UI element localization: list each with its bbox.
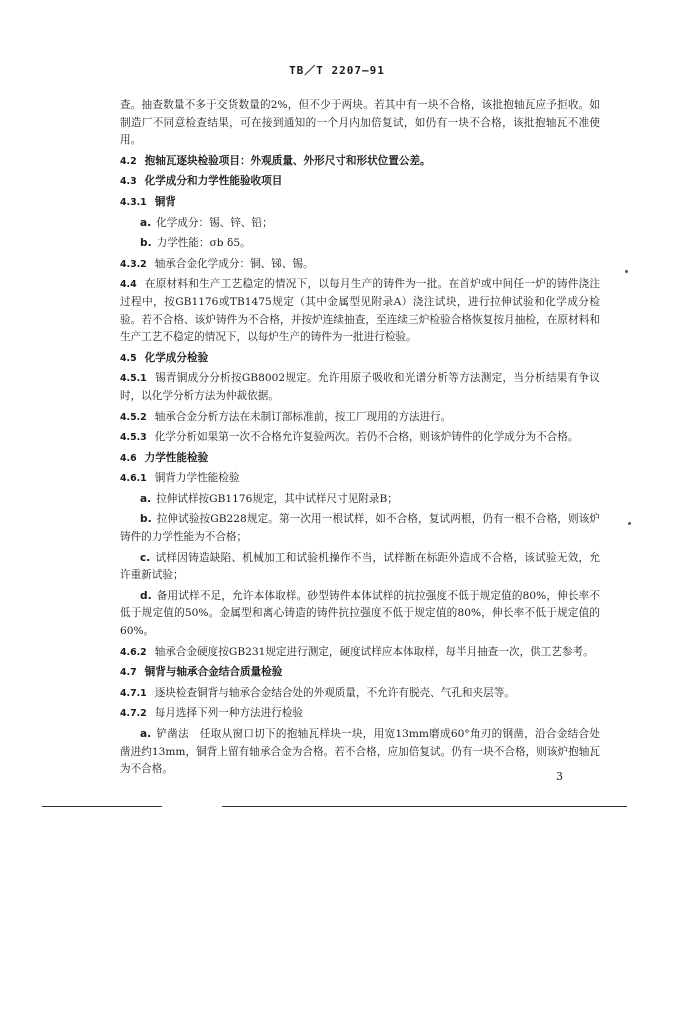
item-4-6-1-a: a. 拉伸试样按GB1176规定，其中试样尺寸见附录B；	[140, 492, 398, 505]
clause-4-3-1: 4.3.1 铜背	[120, 195, 176, 208]
clause-4-3-2: 4.3.2 轴承合金化学成分：铜、锑、锡。	[120, 257, 314, 270]
item-4-6-1-c: c. 试样因铸造缺陷、机械加工和试验机操作不当，试样断在标距外造成不合格，该试验无效，允许重新试验；	[120, 551, 600, 582]
scan-speck	[628, 522, 631, 525]
clause-4-5-2: 4.5.2 轴承合金分析方法在未制订部标准前，按工厂现用的方法进行。	[120, 410, 452, 423]
item-4-7-2-a: a. 铲凿法 任取从窗口切下的抱轴瓦样块一块，用宽13mm磨成60°角刃的钢凿，沿合金结合处凿进约13mm，铜背上留有轴承合金为合格。若不合格，应加倍复试。仍有一块不合格，则该炉抱轴瓦为不合格。	[120, 728, 600, 776]
clause-4-5-3: 4.5.3 化学分析如果第一次不合格允许复验两次。若仍不合格，则该炉铸件的化学成分为不合格。	[120, 431, 579, 444]
clause-4-3: 4.3 化学成分和力学性能验收项目	[120, 175, 283, 188]
clause-4-6: 4.6 力学性能检验	[120, 451, 209, 464]
footer-rule-right	[222, 806, 627, 807]
item-4-6-1-b: b. 拉伸试验按GB228规定。第一次用一根试样，如不合格，复试两根，仍有一根不合格，则该炉铸件的力学性能为不合格；	[120, 513, 600, 544]
clause-4-6-1: 4.6.1 铜背力学性能检验	[120, 472, 240, 485]
clause-4-4: 4.4 在原材料和生产工艺稳定的情况下，以每月生产的铸件为一批。在首炉或中间任一炉的铸件浇注过程中，按GB1176或TB1475规定（其中金属型见附录A）浇注试块，进行拉伸试验和化学成分检验。若不合格、该炉铸件为不合格，并按炉连续抽查，至连续三炉检验合格恢复按月抽检，在原材料和生产工艺不稳定的情况下，以每炉生产的铸件为一批进行检验。	[120, 278, 600, 344]
paragraph-continuation: 查。抽查数量不多于交货数量的2%，但不少于两块。若其中有一块不合格，该批抱轴瓦应予拒收。如制造厂不同意检查结果，可在接到通知的一个月内加倍复试，如仍有一块不合格，该批抱轴瓦不准使用。	[120, 99, 600, 147]
scan-speck	[625, 270, 628, 273]
standard-number-header: TB／T 2207—91	[289, 64, 385, 77]
clause-4-7: 4.7 铜背与轴承合金结合质量检验	[120, 666, 283, 679]
clause-4-2: 4.2 抱轴瓦逐块检验项目：外观质量、外形尺寸和形状位置公差。	[120, 154, 431, 167]
clause-4-6-2: 4.6.2 轴承合金硬度按GB231规定进行测定，硬度试样应本体取样，每半月抽查一次，供工艺参考。	[120, 645, 594, 658]
item-4-6-1-d: d. 备用试样不足，允许本体取样。砂型铸件本体试样的抗拉强度不低于规定值的80%，伸长率不低于规定值的50%。金属型和离心铸造的铸件抗拉强度不低于规定值的80%，伸长率不低于规定值的60%。	[120, 589, 600, 638]
page-number: 3	[556, 770, 563, 783]
clause-4-5-1: 4.5.1 锡青铜成分分析按GB8002规定。允许用原子吸收和光谱分析等方法测定，当分析结果有争议时，以化学分析方法为仲裁依据。	[120, 372, 600, 402]
clause-4-5: 4.5 化学成分检验	[120, 351, 209, 364]
footer-rule-left	[42, 806, 162, 807]
clause-4-7-1: 4.7.1 逐块检查铜背与轴承合金结合处的外观质量，不允许有脱壳、气孔和夹层等。	[120, 686, 515, 699]
item-4-3-1-a: a. 化学成分：锡、锌、铅；	[140, 216, 273, 229]
document-body	[120, 97, 600, 782]
item-4-3-1-b: b. 力学性能：σb δ5。	[140, 237, 251, 250]
clause-4-7-2: 4.7.2 每月选择下列一种方法进行检验	[120, 707, 304, 720]
